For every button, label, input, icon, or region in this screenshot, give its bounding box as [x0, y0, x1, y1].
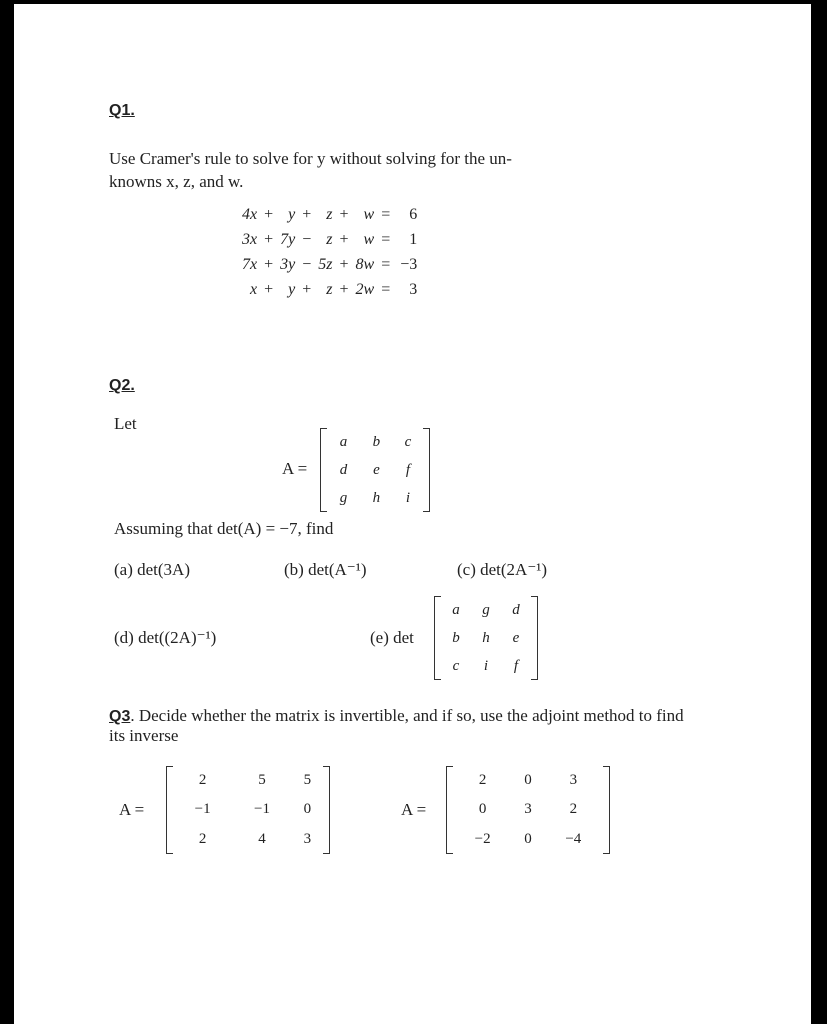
matrix-entry: f [513, 657, 519, 674]
equation-term: w [363, 205, 375, 223]
right-bracket [531, 596, 538, 680]
matrix-entry: a [452, 601, 460, 618]
matrix-entry: −1 [253, 801, 270, 818]
q1-equation-system [239, 202, 420, 302]
equation-operator: = [381, 230, 391, 248]
matrix-entry: 2 [198, 772, 207, 789]
equation-operator: = [381, 255, 391, 273]
q2-part-b: (b) det(A⁻¹) [284, 560, 367, 579]
matrix-entry: 2 [569, 801, 578, 818]
equation-term: w [363, 230, 375, 248]
q3-prompt-line1 [109, 706, 684, 726]
matrix-row [441, 596, 531, 624]
q2-part-a: (a) det(3A) [114, 560, 190, 579]
q2-matrix-e [434, 596, 538, 680]
q1-prompt-line1: Use Cramer's rule to solve for y without solving for the un- [109, 149, 512, 168]
equation-term: z [326, 280, 333, 298]
right-bracket [323, 766, 330, 854]
equation-row [239, 202, 420, 227]
matrix-entry: f [405, 461, 411, 478]
equation-row [239, 227, 420, 252]
q2-matrix-label: A = [282, 459, 308, 478]
equation-operator: = [381, 280, 391, 298]
equation-operator: + [302, 205, 312, 223]
matrix-row [327, 428, 423, 456]
matrix-entry: d [339, 461, 348, 478]
matrix-entry: e [373, 461, 380, 478]
matrix-entry: h [482, 629, 490, 646]
equation-operator: = [381, 205, 391, 223]
q2-part-e: (e) det [370, 628, 414, 647]
q3-matrix2-label: A = [401, 800, 427, 819]
equation-operator: + [264, 280, 274, 298]
matrix-entry: 3 [524, 801, 532, 818]
matrix-entry: 0 [524, 772, 532, 789]
matrix-entry: c [452, 657, 460, 674]
document-page [14, 4, 811, 1024]
matrix-entry: 2 [478, 772, 487, 789]
matrix-row [173, 795, 323, 824]
q2-heading: Q2. [109, 377, 135, 394]
matrix-row [441, 624, 531, 652]
equation-operator: − [302, 255, 312, 273]
left-bracket [166, 766, 173, 854]
equation-term: 3y [280, 255, 296, 273]
matrix-entry: 0 [478, 801, 487, 818]
q2-part-d: (d) det((2A)⁻¹) [114, 628, 217, 647]
q3-heading: Q3 [109, 708, 131, 725]
left-bracket [434, 596, 441, 680]
matrix-row [453, 795, 603, 824]
q3-matrix1-label: A = [119, 800, 145, 819]
matrix-entry: c [404, 433, 412, 450]
equation-row [239, 252, 420, 277]
matrix-entry: −1 [194, 801, 211, 818]
equation-rhs: 3 [409, 280, 418, 298]
equation-term: y [288, 280, 296, 298]
q3-prompt-line2: its inverse [109, 726, 179, 745]
matrix-entry: 3 [569, 772, 578, 789]
equation-term: 8w [355, 255, 375, 273]
right-bracket [423, 428, 430, 512]
matrix-row [327, 484, 423, 512]
matrix-entry: i [405, 489, 411, 506]
left-bracket [320, 428, 327, 512]
equation-term: 7x [242, 255, 258, 273]
q2-matrix-a [320, 428, 430, 512]
equation-term: z [326, 205, 333, 223]
left-bracket [446, 766, 453, 854]
matrix-entry: 4 [258, 830, 266, 847]
equation-term: y [288, 205, 296, 223]
equation-rhs: 1 [409, 230, 418, 248]
equation-operator: + [339, 255, 349, 273]
equation-operator: + [339, 205, 349, 223]
q2-part-c: (c) det(2A⁻¹) [457, 560, 548, 579]
q1-prompt-line2: knowns x, z, and w. [109, 172, 244, 191]
matrix-entry: 0 [524, 830, 532, 847]
q3-prompt-text: . Decide whether the matrix is invertible, and if so, use the adjoint method to find [130, 706, 684, 725]
matrix-entry: 5 [303, 772, 312, 789]
equation-term: x [250, 280, 258, 298]
matrix-row [453, 766, 603, 795]
right-bracket [603, 766, 610, 854]
equation-term: z [326, 230, 333, 248]
matrix-entry: b [372, 433, 381, 450]
equation-term: 7y [280, 230, 296, 248]
matrix-row [453, 825, 603, 854]
matrix-entry: 3 [303, 830, 312, 847]
matrix-entry: i [483, 657, 489, 674]
equation-operator: + [339, 280, 349, 298]
q2-let: Let [114, 414, 137, 433]
matrix-entry: 2 [198, 830, 207, 847]
equation-rhs: −3 [400, 255, 418, 273]
matrix-grid [441, 596, 531, 680]
equation-operator: + [302, 280, 312, 298]
equation-term: 4x [242, 205, 258, 223]
equation-operator: − [302, 230, 312, 248]
equation-operator: + [264, 205, 274, 223]
equation-term: 5z [318, 255, 333, 273]
matrix-grid [173, 766, 323, 854]
matrix-entry: a [339, 433, 348, 450]
equation-operator: + [264, 255, 274, 273]
q1-heading: Q1. [109, 102, 135, 119]
equation-term: 3x [242, 230, 258, 248]
equation-operator: + [339, 230, 349, 248]
equation-term: 2w [355, 280, 375, 298]
matrix-row [173, 766, 323, 795]
matrix-row [441, 652, 531, 680]
matrix-entry: d [512, 601, 520, 618]
equation-rhs: 6 [409, 205, 418, 223]
q3-matrix-1 [166, 766, 330, 854]
matrix-grid [327, 428, 423, 512]
q3-matrix-2 [446, 766, 610, 854]
matrix-entry: b [452, 629, 460, 646]
matrix-entry: e [512, 629, 520, 646]
matrix-grid [453, 766, 603, 854]
q2-assumption: Assuming that det(A) = −7, find [114, 519, 334, 538]
matrix-entry: −2 [474, 830, 491, 847]
matrix-row [173, 825, 323, 854]
matrix-entry: 5 [258, 772, 266, 789]
matrix-row [327, 456, 423, 484]
matrix-entry: g [339, 489, 348, 506]
matrix-entry: 0 [303, 801, 312, 818]
equation-operator: + [264, 230, 274, 248]
equation-row [239, 277, 420, 302]
matrix-entry: g [482, 601, 490, 618]
matrix-entry: −4 [565, 830, 582, 847]
matrix-entry: h [372, 489, 381, 506]
